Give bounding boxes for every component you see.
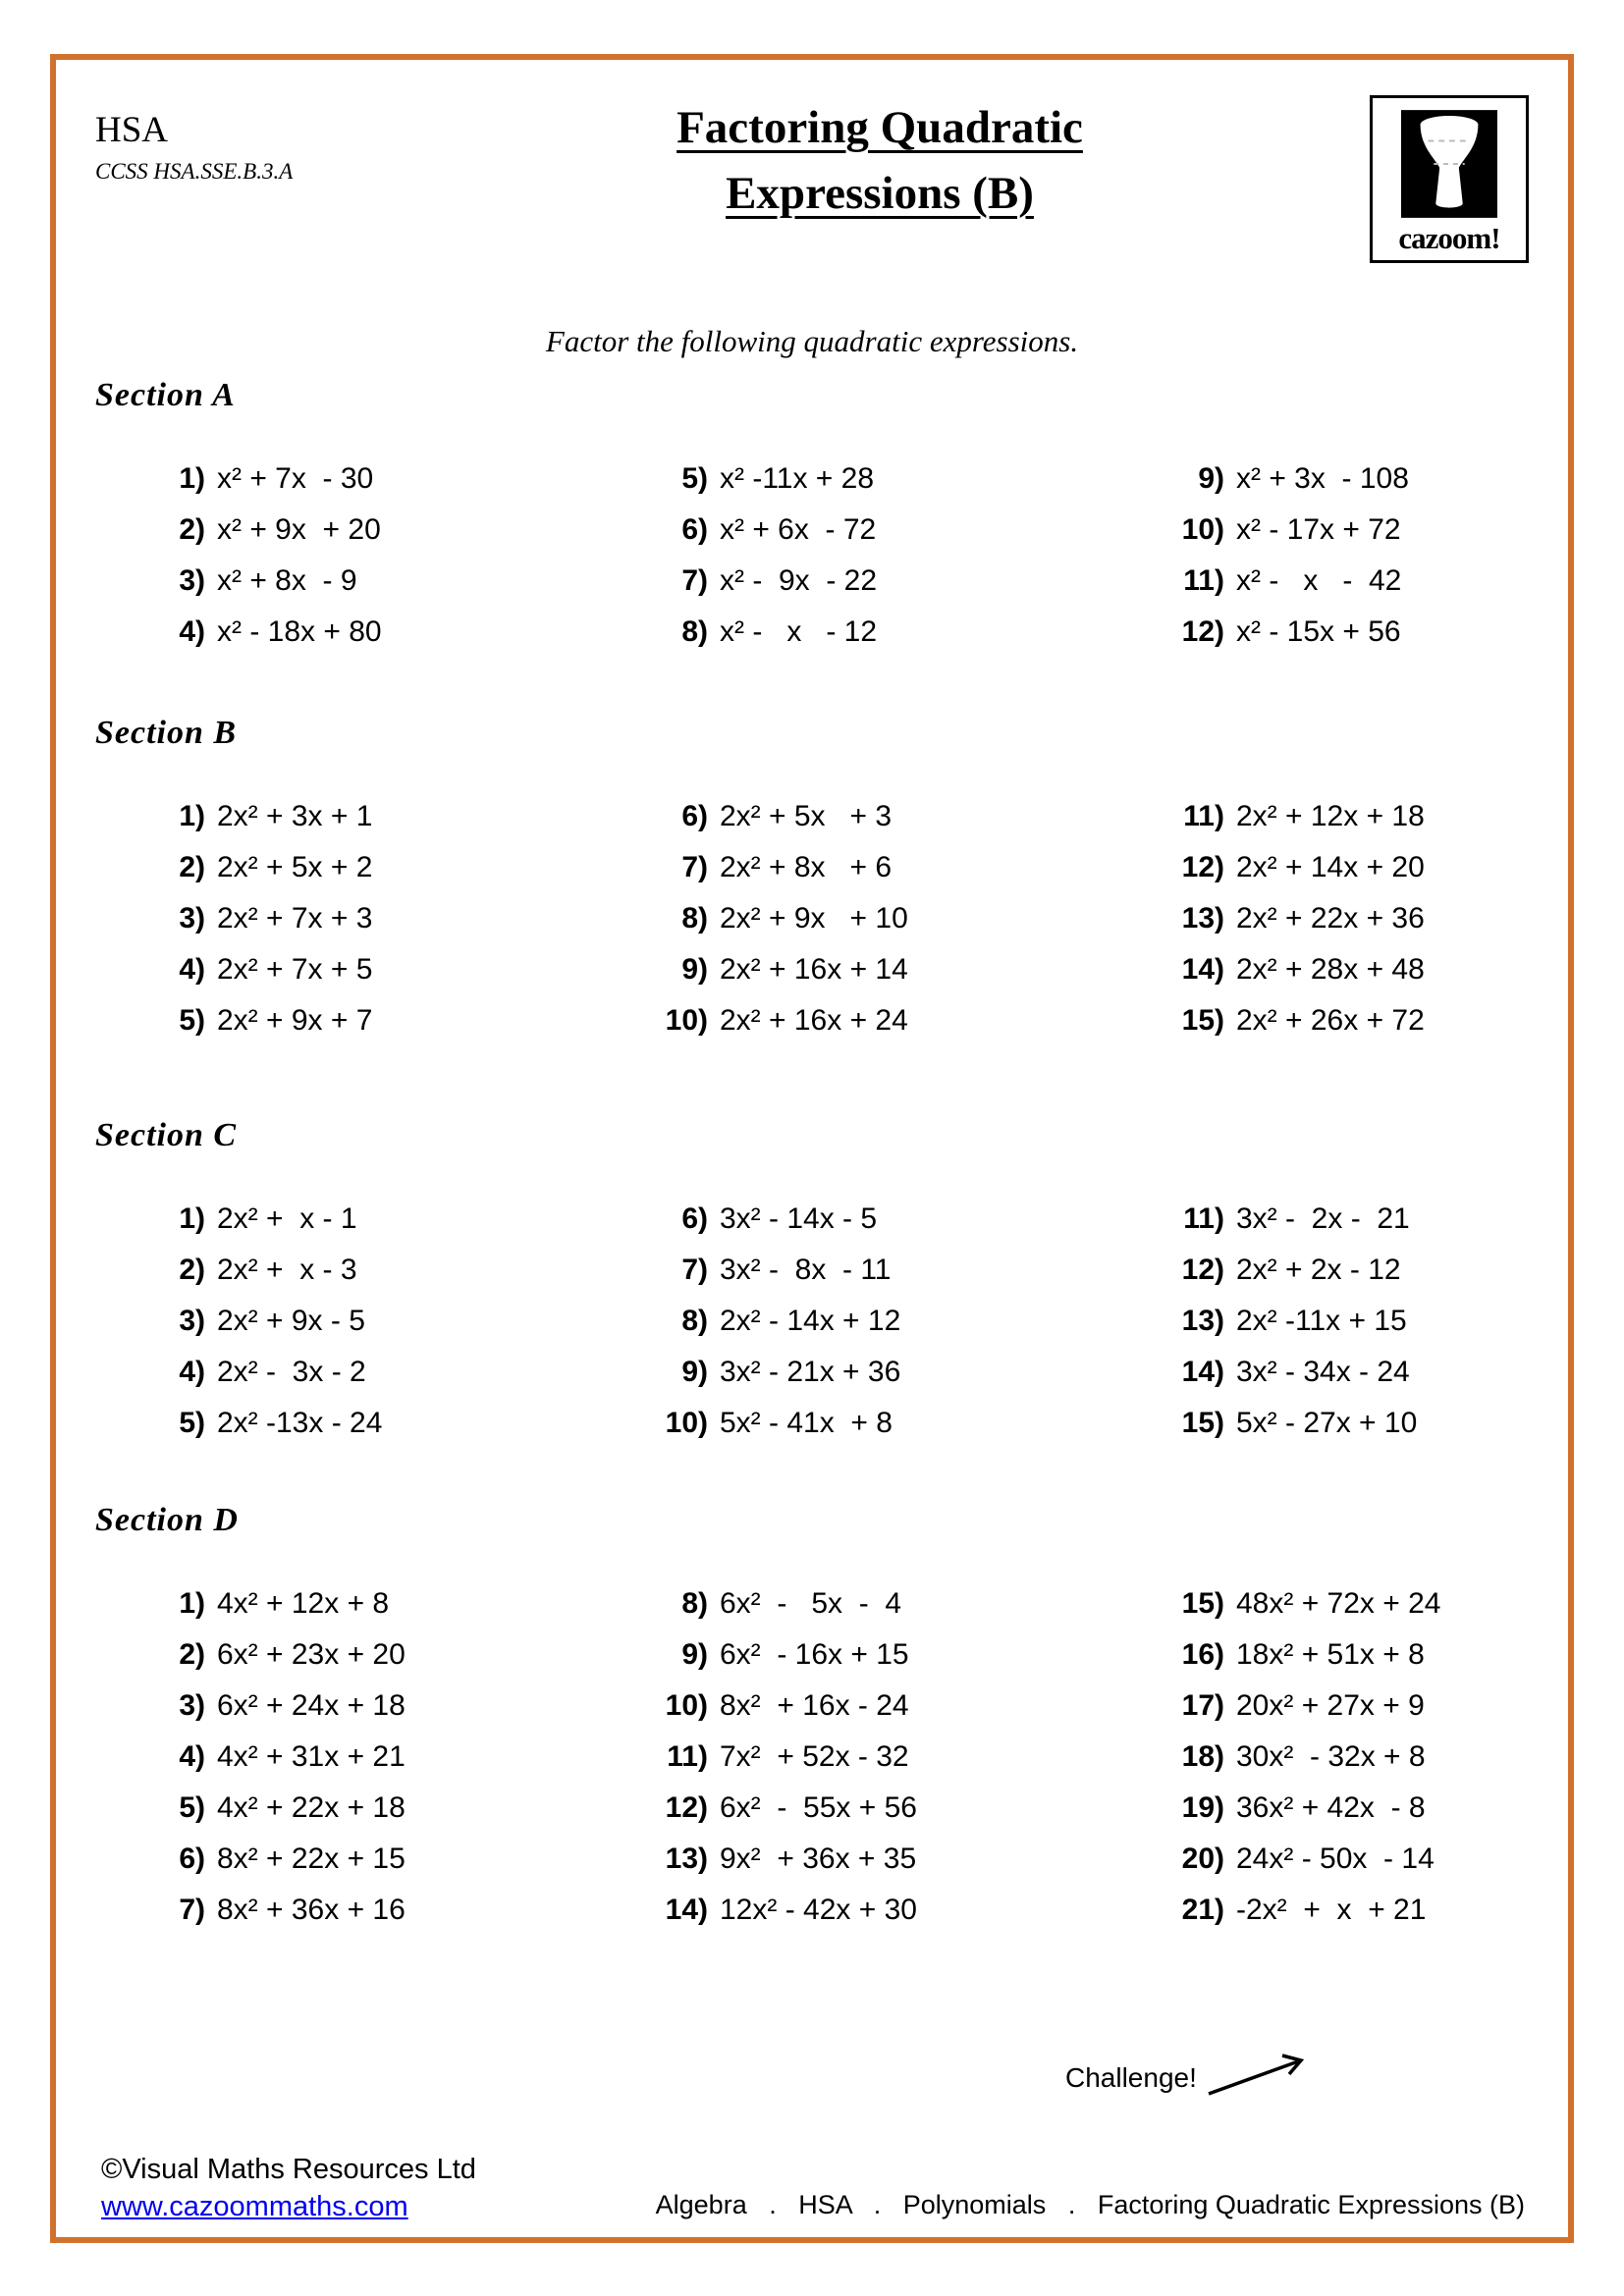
problem-item (138, 1578, 641, 1629)
problem-number: 2) (179, 1638, 205, 1671)
problem-item (641, 1681, 1158, 1732)
problem-item (1158, 791, 1529, 842)
problem-expression: x² - 17x + 72 (1236, 513, 1401, 546)
challenge-label: Challenge! (1065, 2062, 1197, 2093)
section-d-heading: Section D (95, 1502, 239, 1538)
problem-expression: 5x² - 41x + 8 (720, 1407, 893, 1439)
problem-expression: 48x² + 72x + 24 (1236, 1587, 1441, 1620)
problem-item (138, 1783, 641, 1834)
problem-item (641, 1296, 1158, 1347)
problem-number: 21) (1181, 1894, 1224, 1926)
problem-number: 6) (681, 800, 708, 832)
problem-expression: x² + 7x - 30 (217, 462, 374, 495)
problem-number: 11) (667, 1740, 708, 1773)
problem-number: 10) (665, 1407, 708, 1439)
problem-expression: -2x² + x + 21 (1236, 1894, 1427, 1926)
problem-item (641, 505, 1158, 556)
problem-item (641, 1834, 1158, 1885)
problem-number: 12) (1181, 615, 1224, 648)
problem-expression: 3x² - 34x - 24 (1236, 1356, 1410, 1388)
problem-item (138, 1885, 641, 1936)
problem-column (641, 791, 1158, 1046)
problem-expression: 2x² + 7x + 3 (217, 902, 373, 934)
problem-expression: 6x² - 5x - 4 (720, 1587, 902, 1620)
problem-item (138, 1347, 641, 1398)
problem-number: 15) (1181, 1004, 1224, 1037)
worksheet-title-line-2: Expressions (B) (726, 167, 1034, 219)
problem-expression: 2x² + 5x + 3 (720, 800, 893, 832)
problem-item (641, 893, 1158, 944)
instruction-text: Factor the following quadratic expressions. (545, 324, 1079, 358)
section-b (95, 715, 1529, 1046)
problem-number: 13) (1181, 902, 1224, 934)
problem-number: 11) (1183, 564, 1224, 597)
header-left (95, 95, 390, 185)
problem-number: 4) (179, 615, 205, 648)
problem-expression: 6x² + 24x + 18 (217, 1689, 406, 1722)
problem-expression: 30x² - 32x + 8 (1236, 1740, 1426, 1773)
problem-item (1158, 1885, 1529, 1936)
problem-number: 19) (1181, 1791, 1224, 1824)
problem-number: 4) (179, 953, 205, 986)
problem-number: 9) (681, 953, 708, 986)
problem-number: 6) (179, 1842, 205, 1875)
problem-item (138, 607, 641, 658)
problem-number: 1) (179, 800, 205, 832)
problem-expression: 2x² + 5x + 2 (217, 851, 373, 883)
problem-number: 9) (681, 1638, 708, 1671)
problem-number: 1) (179, 1587, 205, 1620)
problem-item (641, 1629, 1158, 1681)
problem-item (1158, 1681, 1529, 1732)
problem-item (641, 842, 1158, 893)
problem-expression: 2x² + 22x + 36 (1236, 902, 1425, 934)
problem-item (138, 454, 641, 505)
problem-expression: x² - x - 12 (720, 615, 878, 648)
problem-number: 12) (1181, 851, 1224, 883)
problem-number: 8) (681, 1305, 708, 1337)
problem-item (641, 1783, 1158, 1834)
problem-expression: x² - 15x + 56 (1236, 615, 1401, 648)
cazoom-logo (1370, 95, 1529, 263)
problem-item (641, 1347, 1158, 1398)
problem-number: 5) (179, 1407, 205, 1439)
problem-number: 15) (1181, 1407, 1224, 1439)
problem-number: 15) (1181, 1587, 1224, 1620)
problem-expression: x² - 9x - 22 (720, 564, 878, 597)
problem-expression: 2x² + 2x - 12 (1236, 1254, 1401, 1286)
problem-item (1158, 505, 1529, 556)
problem-expression: x² + 3x - 108 (1236, 462, 1409, 495)
page-border-frame (50, 54, 1574, 2243)
problem-number: 3) (179, 902, 205, 934)
ccss-standard: CCSS HSA.SSE.B.3.A (95, 159, 294, 184)
problem-expression: 18x² + 51x + 8 (1236, 1638, 1425, 1671)
problem-column (641, 1194, 1158, 1449)
problem-number: 1) (179, 1202, 205, 1235)
section-c-problems (95, 1194, 1529, 1449)
problem-expression: 2x² - 3x - 2 (217, 1356, 366, 1388)
problem-expression: 2x² + 26x + 72 (1236, 1004, 1425, 1037)
header (95, 95, 1529, 263)
problem-item (641, 556, 1158, 607)
problem-number: 8) (681, 1587, 708, 1620)
problem-item (138, 842, 641, 893)
problem-number: 6) (681, 1202, 708, 1235)
problem-number: 5) (179, 1791, 205, 1824)
problem-item (1158, 1629, 1529, 1681)
problem-item (641, 607, 1158, 658)
section-d-problems (95, 1578, 1529, 1936)
problem-number: 10) (1181, 513, 1224, 546)
challenge-annotation (1065, 2049, 1313, 2100)
problem-number: 14) (665, 1894, 708, 1926)
problem-expression: 2x² + 8x + 6 (720, 851, 893, 883)
problem-number: 2) (179, 513, 205, 546)
problem-number: 12) (1181, 1254, 1224, 1286)
worksheet-title (390, 95, 1370, 226)
problem-number: 7) (681, 1254, 708, 1286)
section-c-heading: Section C (95, 1117, 238, 1153)
problem-item (138, 893, 641, 944)
problem-item (1158, 842, 1529, 893)
problem-item (641, 791, 1158, 842)
footer-left (101, 2154, 476, 2223)
problem-item (138, 944, 641, 995)
copyright-text: ©Visual Maths Resources Ltd (101, 2154, 476, 2185)
problem-expression: 2x² + x - 3 (217, 1254, 357, 1286)
problem-expression: 3x² - 8x - 11 (720, 1254, 892, 1286)
problem-item (138, 1296, 641, 1347)
problem-number: 7) (681, 851, 708, 883)
problem-expression: 8x² + 22x + 15 (217, 1842, 406, 1875)
problem-number: 8) (681, 902, 708, 934)
section-d (95, 1502, 1529, 1936)
problem-item (138, 1245, 641, 1296)
problem-item (641, 1578, 1158, 1629)
course-code: HSA (95, 110, 169, 150)
problem-item (1158, 1398, 1529, 1449)
problem-expression: 8x² + 16x - 24 (720, 1689, 909, 1722)
problem-number: 17) (1181, 1689, 1224, 1722)
cazoom-logo-text: cazoom! (1398, 221, 1500, 255)
problem-expression: x² + 8x - 9 (217, 564, 357, 597)
problem-column (138, 791, 641, 1046)
problem-expression: 20x² + 27x + 9 (1236, 1689, 1425, 1722)
problem-expression: 2x² + 16x + 14 (720, 953, 908, 986)
problem-item (138, 505, 641, 556)
problem-number: 2) (179, 851, 205, 883)
problem-expression: x² - 18x + 80 (217, 615, 382, 648)
problem-number: 10) (665, 1689, 708, 1722)
problem-item (138, 556, 641, 607)
problem-column (1158, 1194, 1529, 1449)
problem-number: 4) (179, 1740, 205, 1773)
problem-column (1158, 454, 1529, 658)
problem-expression: 8x² + 36x + 16 (217, 1894, 406, 1926)
problem-column (641, 1578, 1158, 1936)
problem-item (1158, 1834, 1529, 1885)
problem-expression: 2x² -11x + 15 (1236, 1305, 1407, 1337)
section-a-heading: Section A (95, 377, 236, 413)
problem-item (641, 1194, 1158, 1245)
problem-expression: x² - x - 42 (1236, 564, 1402, 597)
problem-number: 3) (179, 1305, 205, 1337)
problem-expression: 12x² - 42x + 30 (720, 1894, 917, 1926)
problem-expression: 6x² - 16x + 15 (720, 1638, 909, 1671)
problem-number: 13) (1181, 1305, 1224, 1337)
problem-column (1158, 1578, 1529, 1936)
challenge-arrow-icon (1205, 2049, 1313, 2100)
problem-expression: 2x² + 28x + 48 (1236, 953, 1425, 986)
problem-item (138, 1629, 641, 1681)
problem-expression: 2x² + 12x + 18 (1236, 800, 1425, 832)
problem-number: 2) (179, 1254, 205, 1286)
problem-number: 11) (1183, 1202, 1224, 1235)
problem-expression: 5x² - 27x + 10 (1236, 1407, 1418, 1439)
section-a-problems (95, 454, 1529, 658)
problem-expression: 7x² + 52x - 32 (720, 1740, 909, 1773)
problem-number: 14) (1181, 953, 1224, 986)
footer (101, 2154, 1525, 2223)
problem-expression: 2x² + 9x + 7 (217, 1004, 373, 1037)
problem-expression: 3x² - 14x - 5 (720, 1202, 878, 1235)
problem-number: 13) (665, 1842, 708, 1875)
problem-item (1158, 607, 1529, 658)
problem-expression: 2x² + 3x + 1 (217, 800, 373, 832)
problem-number: 9) (681, 1356, 708, 1388)
problem-number: 4) (179, 1356, 205, 1388)
problem-expression: 3x² - 2x - 21 (1236, 1202, 1410, 1235)
problem-expression: 2x² + 14x + 20 (1236, 851, 1425, 883)
problem-expression: 4x² + 31x + 21 (217, 1740, 406, 1773)
problem-number: 9) (1198, 462, 1224, 495)
problem-expression: 2x² -13x - 24 (217, 1407, 383, 1439)
problem-number: 1) (179, 462, 205, 495)
problem-expression: x² + 9x + 20 (217, 513, 381, 546)
problem-item (1158, 1245, 1529, 1296)
problem-expression: 36x² + 42x - 8 (1236, 1791, 1426, 1824)
problem-number: 11) (1183, 800, 1224, 832)
problem-item (1158, 1194, 1529, 1245)
problem-expression: 9x² + 36x + 35 (720, 1842, 917, 1875)
problem-item (641, 1398, 1158, 1449)
problem-expression: x² + 6x - 72 (720, 513, 877, 546)
problem-item (138, 791, 641, 842)
problem-number: 16) (1181, 1638, 1224, 1671)
problem-item (1158, 995, 1529, 1046)
problem-expression: 6x² - 55x + 56 (720, 1791, 917, 1824)
problem-item (641, 1732, 1158, 1783)
section-c (95, 1117, 1529, 1449)
problem-item (1158, 454, 1529, 505)
problem-item (1158, 1347, 1529, 1398)
worksheet-title-line-1: Factoring Quadratic (677, 102, 1083, 153)
problem-column (138, 1194, 641, 1449)
problem-item (641, 995, 1158, 1046)
problem-expression: 6x² + 23x + 20 (217, 1638, 406, 1671)
problem-number: 3) (179, 564, 205, 597)
problem-item (1158, 893, 1529, 944)
problem-expression: x² -11x + 28 (720, 462, 875, 495)
problem-column (1158, 791, 1529, 1046)
djembe-drum-icon (1401, 110, 1497, 218)
problem-item (641, 1245, 1158, 1296)
problem-number: 7) (681, 564, 708, 597)
problem-number: 3) (179, 1689, 205, 1722)
breadcrumb-trail: Algebra . HSA . Polynomials . Factoring Quadratic Expressions (B) (655, 2190, 1525, 2219)
problem-item (138, 1398, 641, 1449)
problem-item (1158, 1296, 1529, 1347)
problem-item (1158, 944, 1529, 995)
section-a (95, 377, 1529, 658)
problem-item (641, 454, 1158, 505)
problem-item (138, 1194, 641, 1245)
section-b-problems (95, 791, 1529, 1046)
problem-number: 8) (681, 615, 708, 648)
problem-number: 5) (681, 462, 708, 495)
problem-number: 7) (179, 1894, 205, 1926)
problem-expression: 2x² + 16x + 24 (720, 1004, 908, 1037)
problem-item (138, 1834, 641, 1885)
problem-column (138, 454, 641, 658)
problem-number: 10) (665, 1004, 708, 1037)
problem-item (138, 995, 641, 1046)
website-link[interactable]: www.cazoommaths.com (101, 2191, 408, 2222)
problem-expression: 2x² - 14x + 12 (720, 1305, 901, 1337)
problem-expression: 2x² + 7x + 5 (217, 953, 373, 986)
problem-item (138, 1732, 641, 1783)
problem-number: 14) (1181, 1356, 1224, 1388)
problem-item (138, 1681, 641, 1732)
problem-expression: 24x² - 50x - 14 (1236, 1842, 1435, 1875)
problem-number: 12) (665, 1791, 708, 1824)
section-b-heading: Section B (95, 715, 238, 751)
problem-expression: 4x² + 22x + 18 (217, 1791, 406, 1824)
problem-expression: 2x² + x - 1 (217, 1202, 357, 1235)
problem-column (138, 1578, 641, 1936)
problem-number: 6) (681, 513, 708, 546)
problem-item (1158, 556, 1529, 607)
problem-item (641, 944, 1158, 995)
problem-item (1158, 1578, 1529, 1629)
problem-item (641, 1885, 1158, 1936)
problem-number: 20) (1181, 1842, 1224, 1875)
problem-expression: 2x² + 9x - 5 (217, 1305, 365, 1337)
problem-item (1158, 1732, 1529, 1783)
problem-item (1158, 1783, 1529, 1834)
problem-column (641, 454, 1158, 658)
problem-number: 5) (179, 1004, 205, 1037)
problem-expression: 4x² + 12x + 8 (217, 1587, 390, 1620)
problem-expression: 2x² + 9x + 10 (720, 902, 908, 934)
problem-number: 18) (1181, 1740, 1224, 1773)
problem-expression: 3x² - 21x + 36 (720, 1356, 901, 1388)
